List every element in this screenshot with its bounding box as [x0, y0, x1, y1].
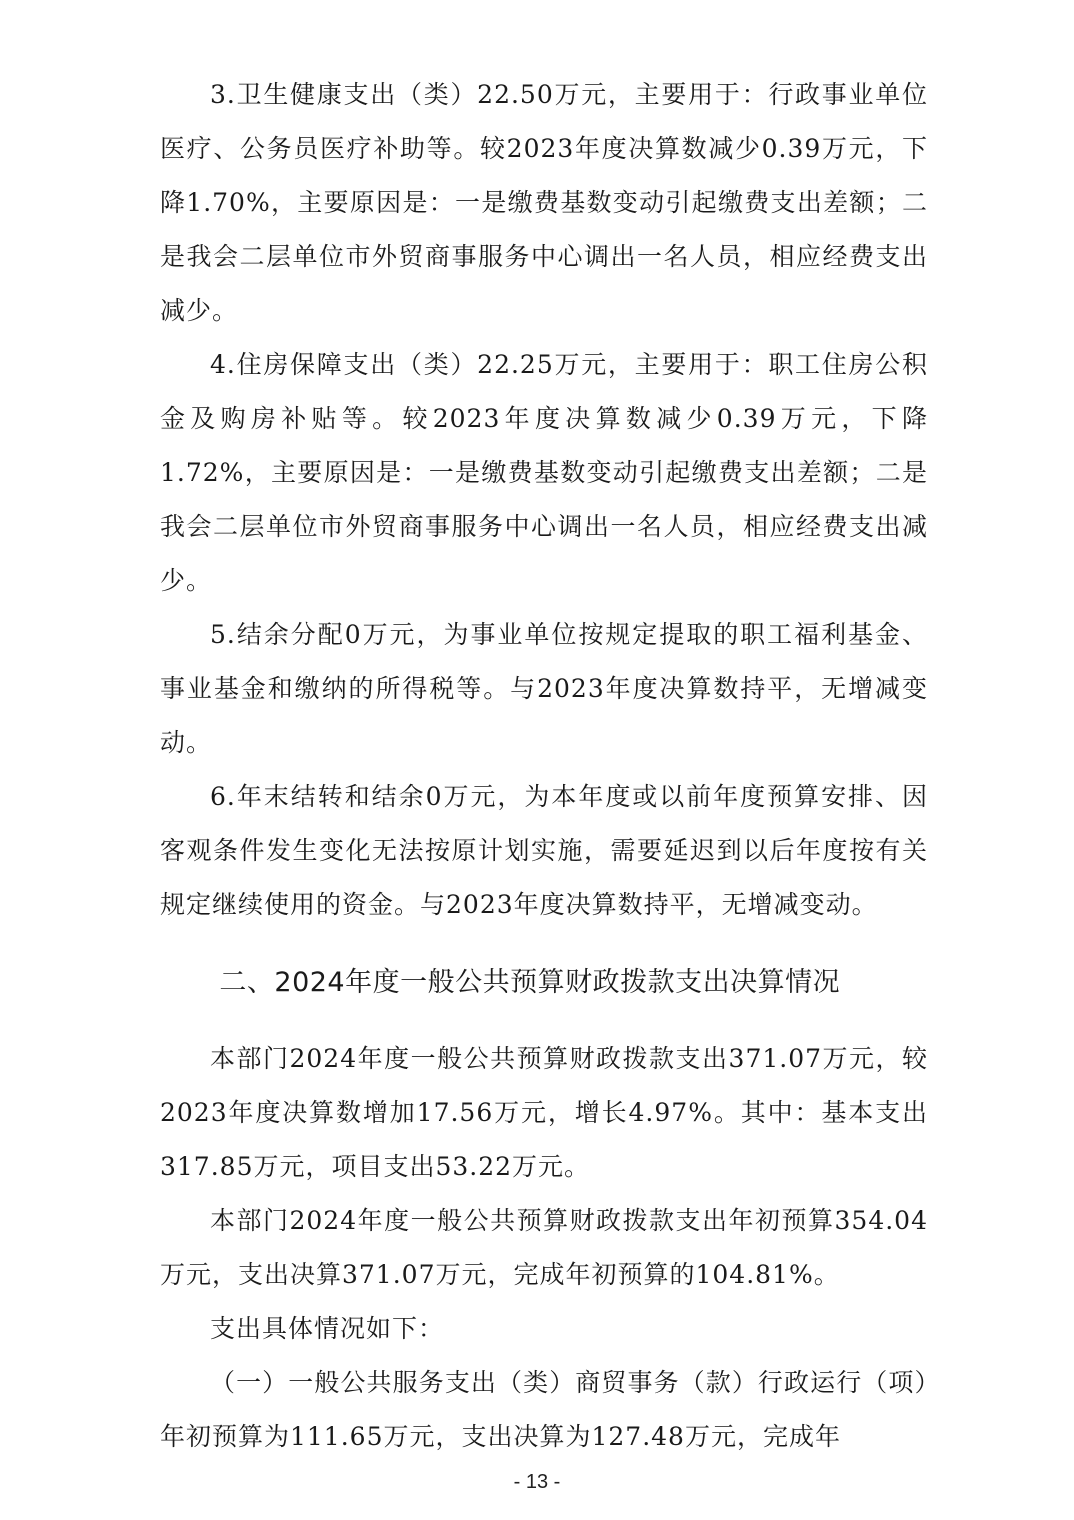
page-number: - 13 - — [513, 1471, 561, 1493]
paragraph-total-expenditure: 本部门2024年度一般公共预算财政拨款支出371.07万元，较2023年度决算数增加17.56万元，增长4.97%。其中：基本支出317.85万元，项目支出53.22万元。 — [160, 1044, 928, 1181]
page-body — [160, 68, 928, 1464]
paragraph-details-intro: 支出具体情况如下： — [210, 1314, 445, 1343]
paragraph-health-expenditure: 3.卫生健康支出（类）22.50万元，主要用于：行政事业单位医疗、公务员医疗补助等。较2023年度决算数减少0.39万元，下降1.70%，主要原因是：一是缴费基数变动引起缴费支出差额；二是我会二层单位市外贸商事服务中心调出一名人员，相应经费支出减少。 — [160, 80, 928, 325]
section-heading: 二、2024年度一般公共预算财政拨款支出决算情况 — [219, 967, 841, 998]
paragraph-surplus-distribution: 5.结余分配0万元，为事业单位按规定提取的职工福利基金、事业基金和缴纳的所得税等。与2023年度决算数持平，无增减变动。 — [160, 620, 928, 757]
paragraph-general-public-services: （一）一般公共服务支出（类）商贸事务（款）行政运行（项）年初预算为111.65万元，支出决算为127.48万元，完成年 — [160, 1368, 928, 1451]
paragraph-budget-completion: 本部门2024年度一般公共预算财政拨款支出年初预算354.04万元，支出决算371.07万元，完成年初预算的104.81%。 — [160, 1206, 928, 1289]
paragraph-year-end-carryover: 6.年末结转和结余0万元，为本年度或以前年度预算安排、因客观条件发生变化无法按原计划实施，需要延迟到以后年度按有关规定继续使用的资金。与2023年度决算数持平，无增减变动。 — [160, 782, 928, 919]
paragraph-housing-expenditure: 4.住房保障支出（类）22.25万元，主要用于：职工住房公积金及购房补贴等。较2023年度决算数减少0.39万元，下降1.72%，主要原因是：一是缴费基数变动引起缴费支出差额；二是我会二层单位市外贸商事服务中心调出一名人员，相应经费支出减少。 — [160, 350, 928, 595]
